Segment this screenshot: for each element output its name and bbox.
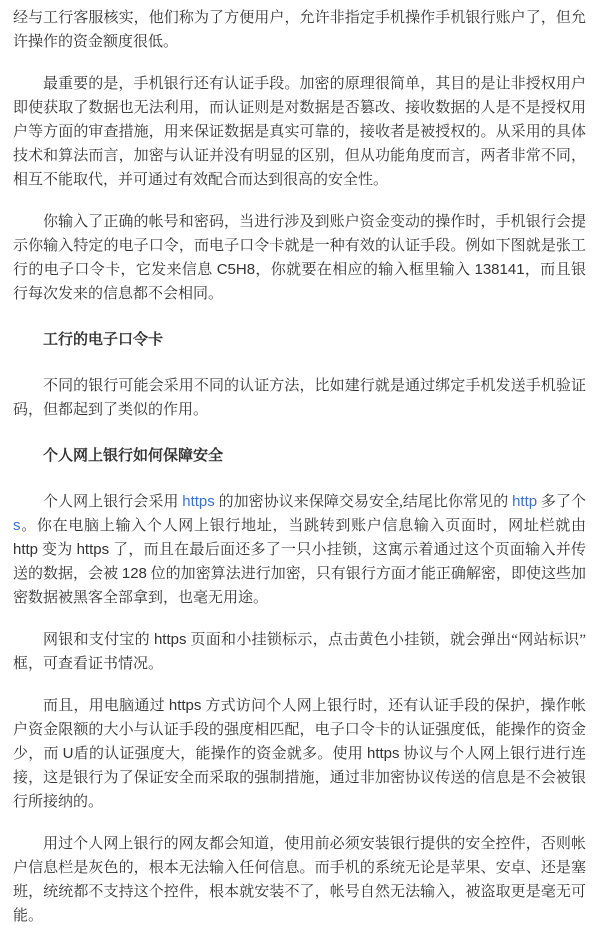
latin-text: C5H8 bbox=[216, 261, 256, 278]
latin-text: 138141 bbox=[474, 261, 525, 278]
paragraph bbox=[13, 832, 586, 928]
paragraph bbox=[13, 490, 586, 610]
link-s[interactable]: s bbox=[13, 517, 21, 534]
link-http[interactable]: http bbox=[512, 493, 538, 510]
section-heading: 个人网上银行如何保障安全 bbox=[43, 448, 224, 464]
paragraph bbox=[13, 694, 586, 814]
text-segment: 最重要的是，手机银行还有认证手段。加密的原理很简单，其目的是让非授权用户即使获取了数据也无法利用，而认证则是对数据是否篡改、接收数据的人是不是授权用户等方面的审查措施，用来保证数据是真实可靠的，接收者是被授权的。从采用的具体技术和算法而言，加密与认证并没有明显的区别，但从功能角度而言，两者非常不同，相互不能取代，并可通过有效配合而达到很高的安全性。 bbox=[13, 76, 586, 188]
paragraph bbox=[13, 6, 586, 54]
latin-text: https bbox=[168, 697, 202, 714]
text-segment: 你输入了正确的帐号和密码，当进行涉及到账户资金变动的操作时，手机银行会提示你输入特定的电子口令，而电子口令卡就是一种有效的认证手段。例如下图就是张工行的电子口令卡，它发来信息 C5H8，你就要在相应的输入框里输入 138141，而且银行每次发来的信息都不会相同。 bbox=[13, 214, 586, 302]
latin-text: http bbox=[13, 541, 39, 558]
latin-text: https bbox=[76, 541, 110, 558]
paragraph bbox=[13, 210, 586, 306]
latin-text: https bbox=[153, 631, 187, 648]
paragraph bbox=[13, 374, 586, 422]
text-segment: 用过个人网上银行的网友都会知道，使用前必须安装银行提供的安全控件，否则帐户信息栏是灰色的，根本无法输入任何信息。而手机的系统无论是苹果、安卓、还是塞班，统统都不支持这个控件，根本就安装不了，帐号自然无法输入，被盗取更是毫无可能。 bbox=[13, 836, 586, 924]
latin-text: U bbox=[62, 745, 74, 762]
paragraph bbox=[13, 628, 586, 676]
latin-text: https bbox=[366, 745, 400, 762]
text-segment: 的加密协议来保障交易安全,结尾比你常见的 bbox=[214, 494, 513, 510]
paragraph bbox=[13, 72, 586, 192]
text-segment: 网银和支付宝的 https 页面和小挂锁标示，点击黄色小挂锁，就会弹出“网站标识”框，可查看证书情况。 bbox=[13, 631, 586, 672]
latin-text: 128 bbox=[121, 565, 147, 582]
text-segment: 个人网上银行会采用 bbox=[43, 494, 183, 510]
text-segment: 。你在电脑上输入个人网上银行地址，当跳转到账户信息输入页面时，网址栏就由 http 变为 https 了，而且在最后面还多了一只小挂锁，这寓示着通过这个页面输入并传送的数据，会被 128 位的加密算法进行加密，只有银行方面才能正确解密，即使这些加密数据被黑客全部拿到，也毫无用途。 bbox=[13, 518, 586, 606]
link-https[interactable]: https bbox=[182, 493, 215, 510]
text-segment: 多了个 bbox=[537, 494, 586, 510]
text-segment: 经与工行客服核实，他们称为了方便用户，允许非指定手机操作手机银行账户了，但允许操作的资金额度很低。 bbox=[13, 10, 586, 50]
text-segment: 而且，用电脑通过 https 方式访问个人网上银行时，还有认证手段的保护，操作帐户资金限额的大小与认证手段的强度相匹配，电子口令卡的认证强度低，能操作的资金少，而 U盾的认证强度大，能操作的资金就多。使用 https 协议与个人网上银行进行连接，这是银行为了保证安全而采取的强制措施，通过非加密协议传送的信息是不会被银行所接纳的。 bbox=[13, 697, 586, 810]
text-segment: 不同的银行可能会采用不同的认证方法，比如建行就是通过绑定手机发送手机验证码，但都起到了类似的作用。 bbox=[13, 378, 586, 418]
section-heading: 工行的电子口令卡 bbox=[43, 332, 164, 348]
